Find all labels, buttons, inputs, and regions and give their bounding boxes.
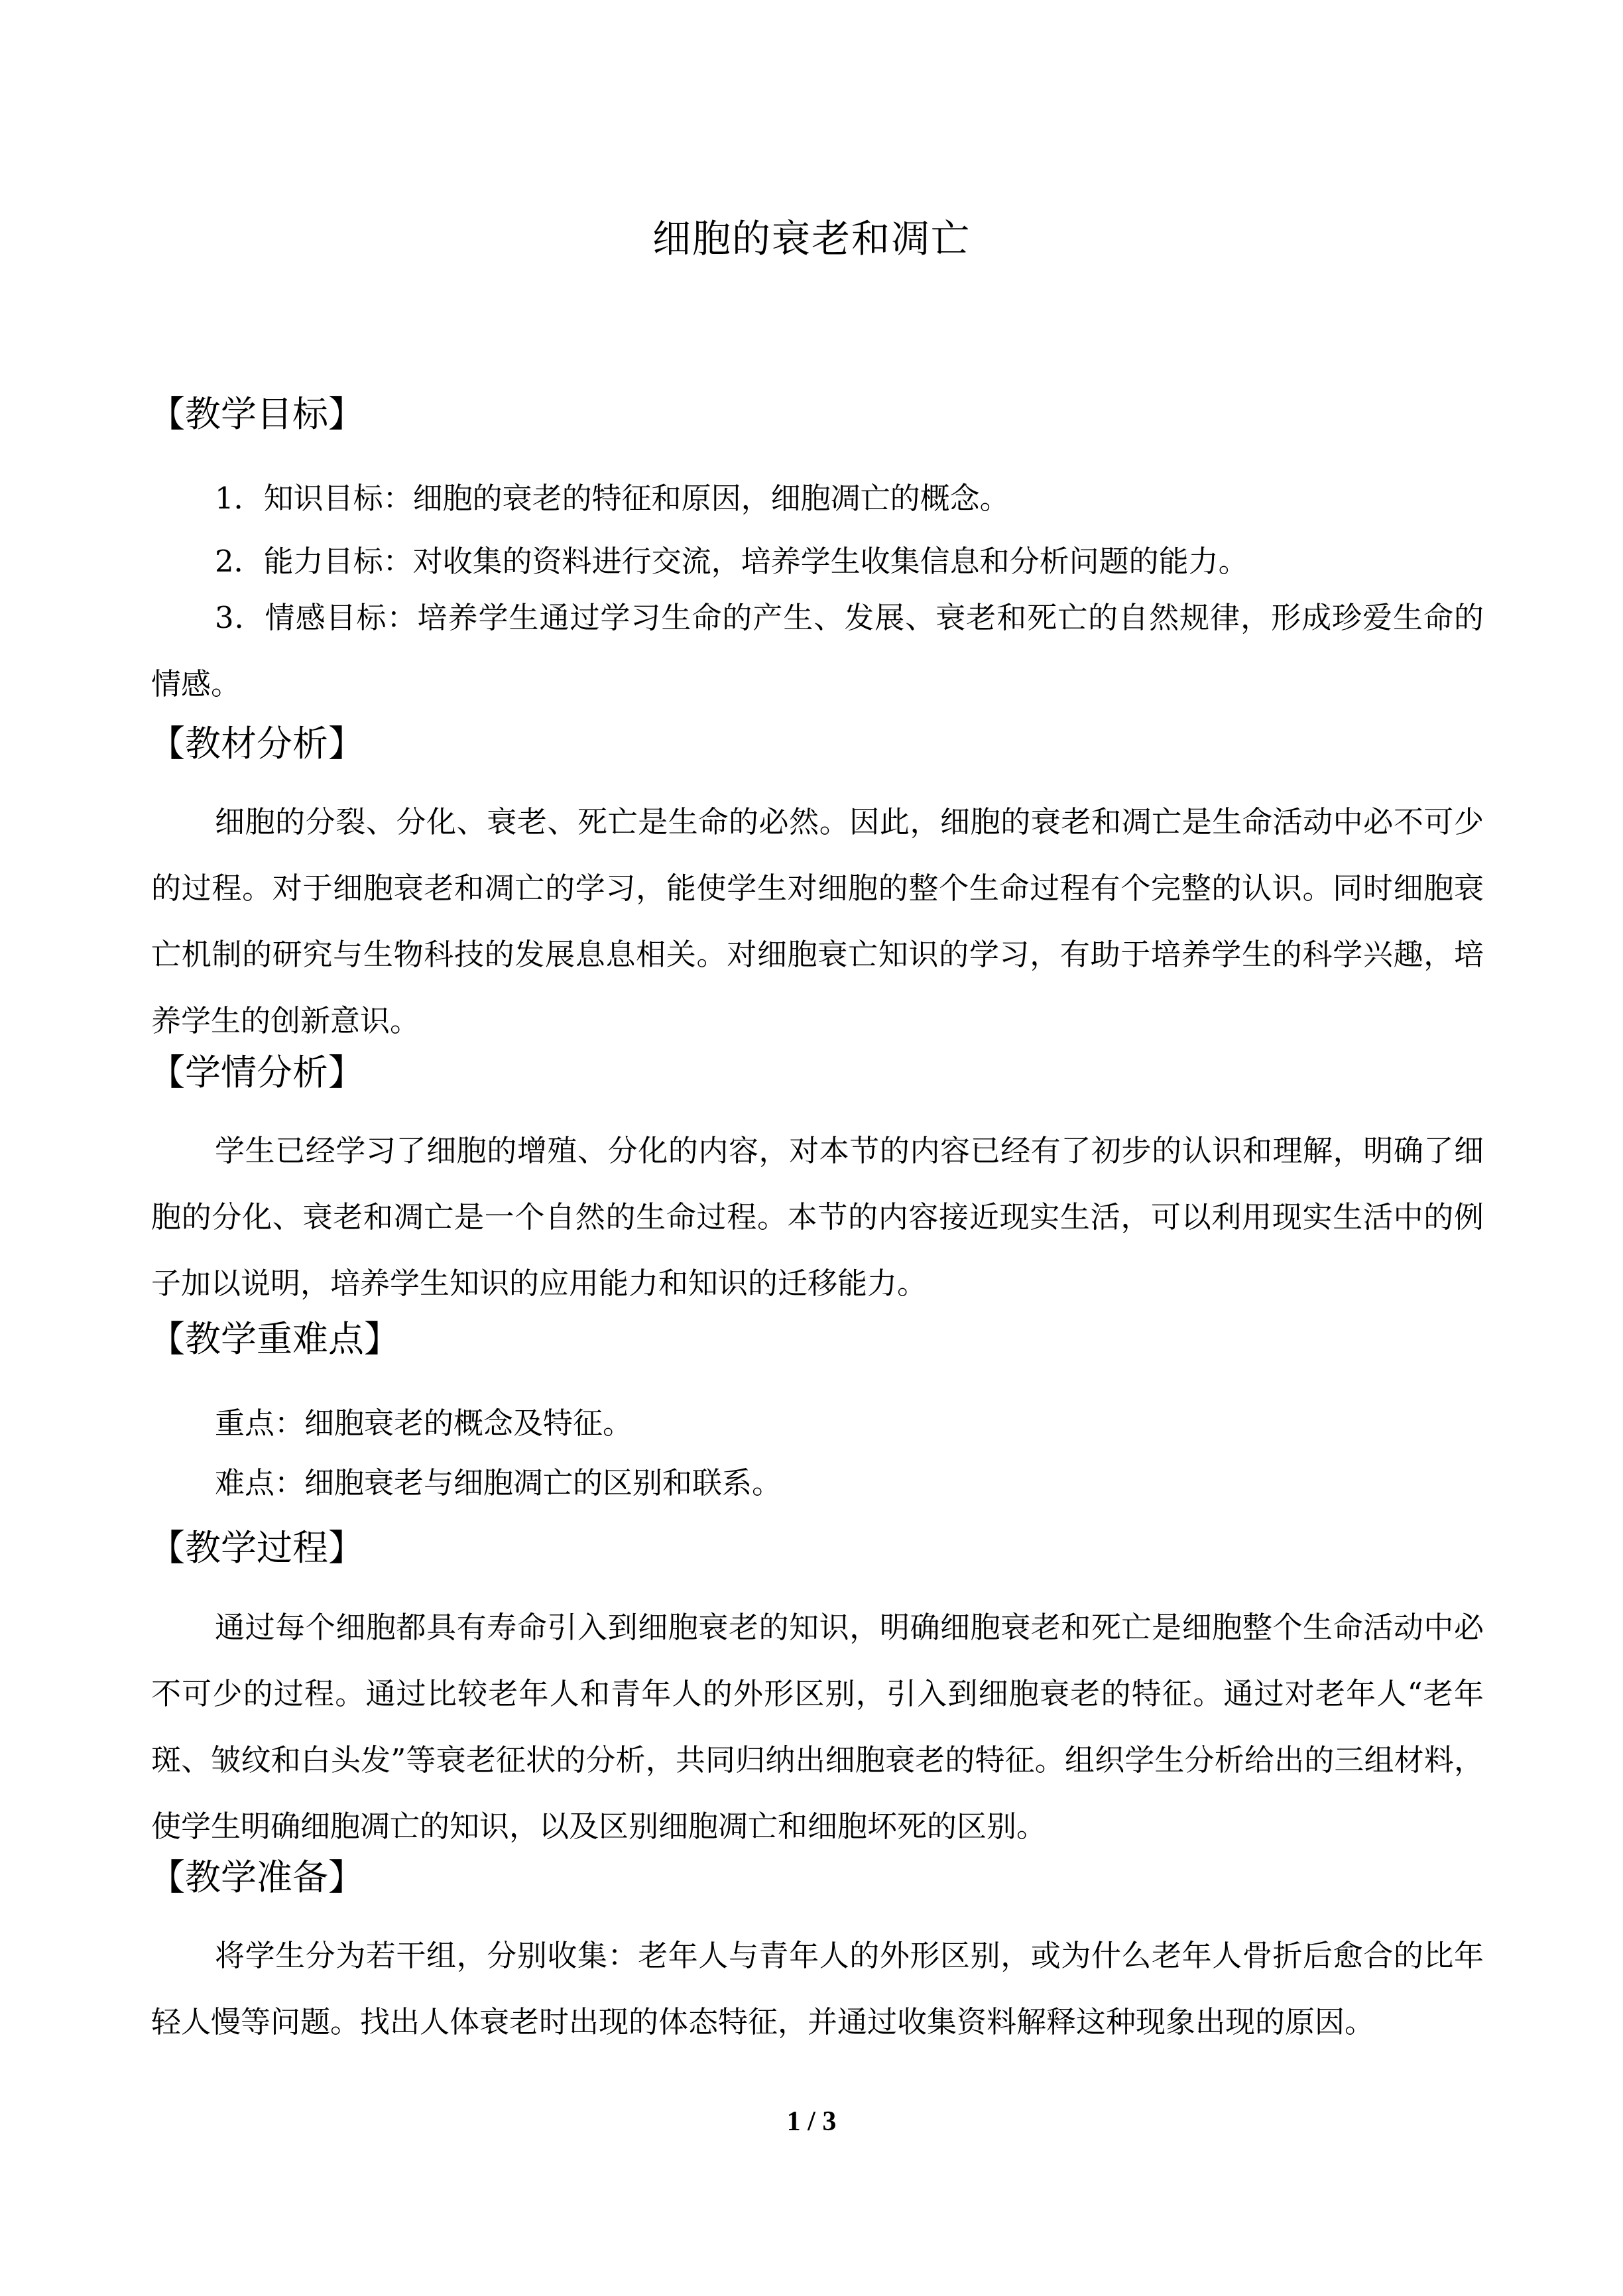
page-number: 1 / 3 xyxy=(786,2106,837,2137)
textbook-analysis-text: 细胞的分裂、分化、衰老、死亡是生命的必然。因此，细胞的衰老和凋亡是生命活动中必不可少的过程。对于细胞衰老和凋亡的学习，能使学生对细胞的整个生命过程有个完整的认识。同时细胞衰亡机制的研究与生物科技的发展息息相关。对细胞衰亡知识的学习，有助于培养学生的科学兴趣，培养学生的创新意识。 xyxy=(151,804,1484,1038)
section-heading-textbook-analysis: 【教材分析】 xyxy=(149,723,364,764)
teaching-process-text: 通过每个细胞都具有寿命引入到细胞衰老的知识，明确细胞衰老和死亡是细胞整个生命活动中必不可少的过程。通过比较老年人和青年人的外形区别，引入到细胞衰老的特征。通过对老年人“老年斑、皱纹和白头发”等衰老征状的分析，共同归纳出细胞衰老的特征。组织学生分析给出的三组材料，使学生明确细胞凋亡的知识，以及区别细胞凋亡和细胞坏死的区别。 xyxy=(151,1610,1484,1844)
key-point-difficulty: 难点：细胞衰老与细胞凋亡的区别和联系。 xyxy=(215,1465,782,1500)
teaching-preparation-text: 将学生分为若干组，分别收集：老年人与青年人的外形区别，或为什么老年人骨折后愈合的比年轻人慢等问题。找出人体衰老时出现的体态特征，并通过收集资料解释这种现象出现的原因。 xyxy=(151,1938,1484,2039)
section-heading-teaching-preparation: 【教学准备】 xyxy=(149,1856,364,1898)
document-title: 细胞的衰老和凋亡 xyxy=(652,216,971,261)
student-analysis-text: 学生已经学习了细胞的增殖、分化的内容，对本节的内容已经有了初步的认识和理解，明确了细胞的分化、衰老和凋亡是一个自然的生命过程。本节的内容接近现实生活，可以利用现实生活中的例子加以说明，培养学生知识的应用能力和知识的迁移能力。 xyxy=(151,1133,1484,1301)
section-heading-student-analysis: 【学情分析】 xyxy=(149,1052,364,1093)
goal-item-knowledge: 1．知识目标：细胞的衰老的特征和原因，细胞凋亡的概念。 xyxy=(215,481,1010,516)
goal-item-emotion: 3．情感目标：培养学生通过学习生命的产生、发展、衰老和死亡的自然规律，形成珍爱生命的情感。 xyxy=(151,600,1484,701)
section-heading-teaching-goals: 【教学目标】 xyxy=(149,393,364,435)
key-point-focus: 重点：细胞衰老的概念及特征。 xyxy=(215,1406,633,1441)
goal-item-ability: 2．能力目标：对收集的资料进行交流，培养学生收集信息和分析问题的能力。 xyxy=(215,544,1248,579)
section-heading-key-points: 【教学重难点】 xyxy=(149,1318,400,1360)
section-heading-teaching-process: 【教学过程】 xyxy=(149,1527,364,1569)
